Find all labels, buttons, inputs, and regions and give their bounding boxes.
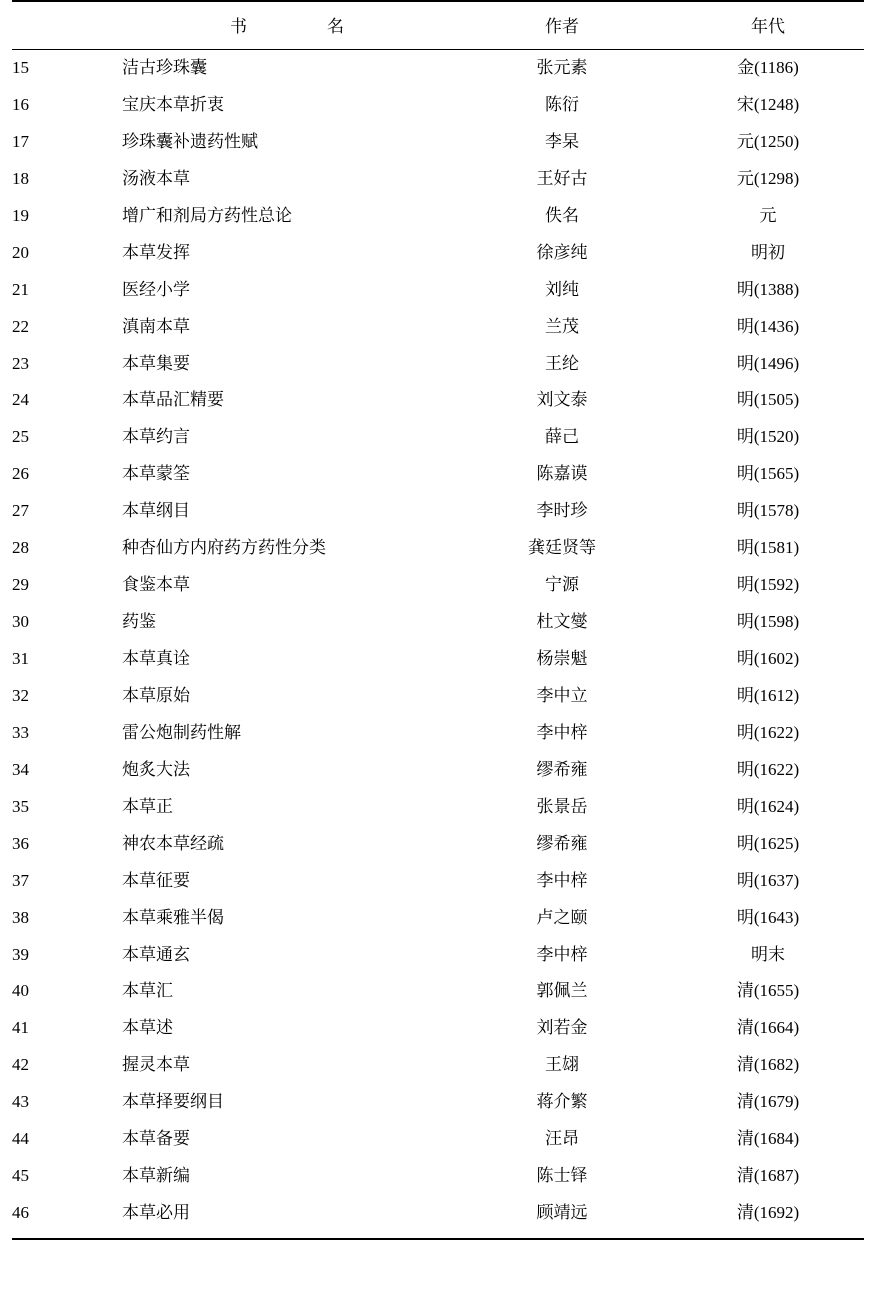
row-book-title: [122, 752, 452, 789]
row-book-title: [122, 789, 452, 826]
row-book-title: [122, 1158, 452, 1195]
row-author: 佚名: [545, 205, 579, 225]
row-book-title: [122, 346, 452, 383]
table-row: [12, 87, 864, 124]
row-book-title: [122, 272, 452, 309]
row-index: 29: [12, 575, 29, 595]
row-author: 李中梓: [536, 870, 588, 890]
row-book-title: [122, 678, 452, 715]
table-row: [12, 456, 864, 493]
row-index: 46: [12, 1203, 29, 1223]
row-era: 元(1250): [736, 131, 800, 151]
row-book-title: [122, 161, 452, 198]
row-book-title-text: 本草乘雅半偈: [122, 907, 224, 927]
table-row: [12, 1121, 864, 1158]
table-row: [12, 1158, 864, 1195]
row-era: 明(1622): [736, 759, 800, 779]
row-era: 明(1602): [736, 649, 800, 668]
row-author: 李中梓: [536, 722, 588, 742]
row-index: 42: [12, 1055, 29, 1075]
row-book-title: [122, 826, 452, 863]
table-row: [12, 235, 864, 272]
row-book-title-text: 本草发挥: [122, 242, 190, 262]
table-row: [12, 493, 864, 530]
row-author: 李杲: [545, 131, 579, 151]
row-author: 李中梓: [536, 944, 588, 964]
table-row: [12, 530, 864, 567]
row-book-title: [122, 604, 452, 641]
row-author: 张景岳: [536, 796, 588, 816]
table-header: [12, 1, 864, 50]
row-index: 16: [12, 94, 29, 114]
row-era: 明(1565): [736, 464, 800, 484]
table-row: [12, 715, 864, 752]
table-row: [12, 1047, 864, 1084]
row-index: 31: [12, 649, 29, 668]
row-book-title-text: 雷公炮制药性解: [122, 722, 241, 742]
row-author: 杨崇魁: [536, 649, 588, 668]
row-book-title: [122, 900, 452, 937]
row-author: 刘若金: [536, 1018, 588, 1038]
row-era: 明(1505): [736, 390, 800, 410]
row-author: 王翃: [545, 1055, 579, 1075]
book-list-table: [12, 0, 864, 1232]
row-author: 陈嘉谟: [536, 464, 588, 484]
row-index: 25: [12, 427, 29, 447]
table-row: [12, 198, 864, 235]
row-book-title-text: 洁古珍珠囊: [122, 58, 207, 77]
row-book-title: [122, 863, 452, 900]
row-era: 明(1388): [736, 279, 800, 299]
row-era: 明(1625): [736, 833, 800, 853]
row-book-title-text: 本草品汇精要: [122, 390, 224, 410]
row-era: 明(1581): [736, 538, 800, 558]
row-author: 刘文泰: [536, 390, 588, 410]
row-author: 兰茂: [545, 316, 579, 336]
row-author: 杜文燮: [536, 612, 588, 632]
row-index: 38: [12, 907, 29, 927]
row-book-title: [122, 1121, 452, 1158]
row-book-title: [122, 198, 452, 235]
row-book-title-text: 宝庆本草折衷: [122, 94, 224, 114]
row-index: 44: [12, 1129, 29, 1149]
row-author: 汪昂: [545, 1129, 579, 1149]
row-era: 明(1598): [736, 612, 800, 632]
row-book-title-text: 本草蒙筌: [122, 464, 190, 484]
row-era: 明初: [751, 242, 785, 262]
table-row: [12, 124, 864, 161]
row-author: 薛己: [545, 427, 579, 447]
table-row: [12, 1084, 864, 1121]
row-author: 宁源: [545, 575, 579, 595]
row-book-title-text: 增广和剂局方药性总论: [122, 205, 292, 225]
row-era: 明(1496): [736, 353, 800, 373]
row-book-title-text: 本草必用: [122, 1203, 190, 1223]
row-book-title: [122, 419, 452, 456]
row-author: 顾靖远: [536, 1203, 588, 1223]
row-book-title-text: 本草备要: [122, 1129, 190, 1149]
row-book-title-text: 汤液本草: [122, 168, 190, 188]
column-header-title-label: 书 名: [230, 17, 360, 36]
row-book-title: [122, 493, 452, 530]
table-row: [12, 419, 864, 456]
row-book-title-text: 本草原始: [122, 685, 190, 705]
row-author: 缪希雍: [536, 833, 588, 853]
row-index: 26: [12, 464, 29, 484]
table-body: [12, 50, 864, 1233]
row-book-title-text: 本草正: [122, 796, 173, 816]
table-row: [12, 604, 864, 641]
row-book-title-text: 本草汇: [122, 981, 173, 1001]
row-era: 元: [759, 205, 777, 225]
row-book-title: [122, 1047, 452, 1084]
row-author: 龚廷贤等: [528, 538, 596, 558]
row-era: 明(1436): [736, 316, 800, 336]
row-book-title: [122, 530, 452, 567]
row-book-title-text: 医经小学: [122, 279, 190, 299]
row-author: 李时珍: [536, 501, 588, 521]
row-era: 清(1664): [736, 1018, 800, 1038]
row-index: 41: [12, 1018, 29, 1038]
row-book-title: [122, 567, 452, 604]
row-era: 明末: [751, 944, 785, 964]
table-row: [12, 1195, 864, 1232]
row-index: 34: [12, 759, 29, 779]
table-row: [12, 826, 864, 863]
row-index: 21: [12, 279, 29, 299]
row-book-title-text: 本草集要: [122, 353, 190, 373]
table-row: [12, 161, 864, 198]
row-author: 缪希雍: [536, 759, 588, 779]
row-author: 李中立: [536, 685, 588, 705]
column-header-title: [122, 1, 452, 50]
table-header-row: [12, 1, 864, 50]
row-era: 明(1578): [736, 501, 800, 521]
row-index: 37: [12, 870, 29, 890]
row-era: 清(1692): [736, 1203, 800, 1223]
row-index: 33: [12, 722, 29, 742]
row-author: 郭佩兰: [536, 981, 588, 1001]
row-book-title-text: 本草约言: [122, 427, 190, 447]
table-row: [12, 863, 864, 900]
row-book-title: [122, 1010, 452, 1047]
row-index: 20: [12, 242, 29, 262]
row-book-title: [122, 382, 452, 419]
row-book-title: [122, 456, 452, 493]
table-row: [12, 900, 864, 937]
row-index: 19: [12, 205, 29, 225]
column-header-index: [12, 1, 122, 50]
row-book-title-text: 本草纲目: [122, 501, 190, 521]
row-book-title-text: 食鉴本草: [122, 575, 190, 595]
row-book-title-text: 药鉴: [122, 612, 156, 632]
row-index: 32: [12, 685, 29, 705]
row-index: 23: [12, 353, 29, 373]
row-book-title: [122, 235, 452, 272]
row-author: 陈士铎: [536, 1166, 588, 1186]
row-author: 张元素: [536, 58, 588, 77]
row-author: 徐彦纯: [536, 242, 588, 262]
row-book-title: [122, 87, 452, 124]
row-book-title-text: 本草征要: [122, 870, 190, 890]
row-author: 王纶: [545, 353, 579, 373]
row-index: 28: [12, 538, 29, 558]
row-author: 刘纯: [545, 279, 579, 299]
row-book-title-text: 本草择要纲目: [122, 1092, 224, 1112]
row-book-title: [122, 973, 452, 1010]
row-book-title: [122, 1084, 452, 1121]
table-row: [12, 973, 864, 1010]
row-book-title-text: 本草新编: [122, 1166, 190, 1186]
row-book-title: [122, 1195, 452, 1232]
row-book-title-text: 炮炙大法: [122, 759, 190, 779]
row-era: 清(1684): [736, 1129, 800, 1149]
table-row: [12, 567, 864, 604]
row-era: 明(1637): [736, 870, 800, 890]
table-row: [12, 1010, 864, 1047]
table-row: [12, 752, 864, 789]
row-book-title-text: 种杏仙方内府药方药性分类: [122, 538, 326, 558]
row-book-title-text: 本草通玄: [122, 944, 190, 964]
row-index: 35: [12, 796, 29, 816]
column-header-author: 作者: [545, 17, 579, 36]
row-index: 17: [12, 131, 29, 151]
table-row: [12, 346, 864, 383]
table-row: [12, 641, 864, 678]
row-index: 22: [12, 316, 29, 336]
table-row: [12, 50, 864, 87]
row-author: 卢之颐: [536, 907, 588, 927]
row-index: 27: [12, 501, 29, 521]
table-row: [12, 309, 864, 346]
row-book-title-text: 本草述: [122, 1018, 173, 1038]
row-index: 15: [12, 58, 29, 77]
table-row: [12, 382, 864, 419]
row-era: 清(1687): [736, 1166, 800, 1186]
row-author: 王好古: [536, 168, 588, 188]
column-header-era: 年代: [751, 17, 785, 36]
row-era: 明(1622): [736, 722, 800, 742]
row-index: 43: [12, 1092, 29, 1112]
table-row: [12, 937, 864, 974]
row-index: 45: [12, 1166, 29, 1186]
row-book-title: [122, 124, 452, 161]
row-book-title-text: 本草真诠: [122, 649, 190, 668]
row-index: 39: [12, 944, 29, 964]
row-era: 明(1624): [736, 796, 800, 816]
table-row: [12, 272, 864, 309]
row-book-title: [122, 50, 452, 87]
row-era: 明(1612): [736, 685, 800, 705]
table-row: [12, 678, 864, 715]
row-index: 30: [12, 612, 29, 632]
row-index: 36: [12, 833, 29, 853]
row-book-title: [122, 715, 452, 752]
row-book-title-text: 神农本草经疏: [122, 833, 224, 853]
row-author: 蒋介繁: [536, 1092, 588, 1112]
row-era: 金(1186): [737, 58, 799, 77]
table-row: [12, 789, 864, 826]
row-era: 明(1520): [736, 427, 800, 447]
row-era: 宋(1248): [736, 94, 800, 114]
row-book-title: [122, 641, 452, 678]
row-book-title: [122, 937, 452, 974]
row-era: 元(1298): [736, 168, 800, 188]
row-era: 清(1682): [736, 1055, 800, 1075]
row-era: 明(1592): [736, 575, 800, 595]
row-book-title-text: 握灵本草: [122, 1055, 190, 1075]
row-index: 40: [12, 981, 29, 1001]
row-book-title-text: 珍珠囊补遗药性赋: [122, 131, 258, 151]
row-book-title: [122, 309, 452, 346]
row-author: 陈衍: [545, 94, 579, 114]
row-index: 18: [12, 168, 29, 188]
row-era: 清(1679): [736, 1092, 800, 1112]
table-bottom-rule: [12, 1238, 864, 1240]
row-book-title-text: 滇南本草: [122, 316, 190, 336]
row-index: 24: [12, 390, 29, 410]
row-era: 明(1643): [736, 907, 800, 927]
row-era: 清(1655): [736, 981, 800, 1001]
